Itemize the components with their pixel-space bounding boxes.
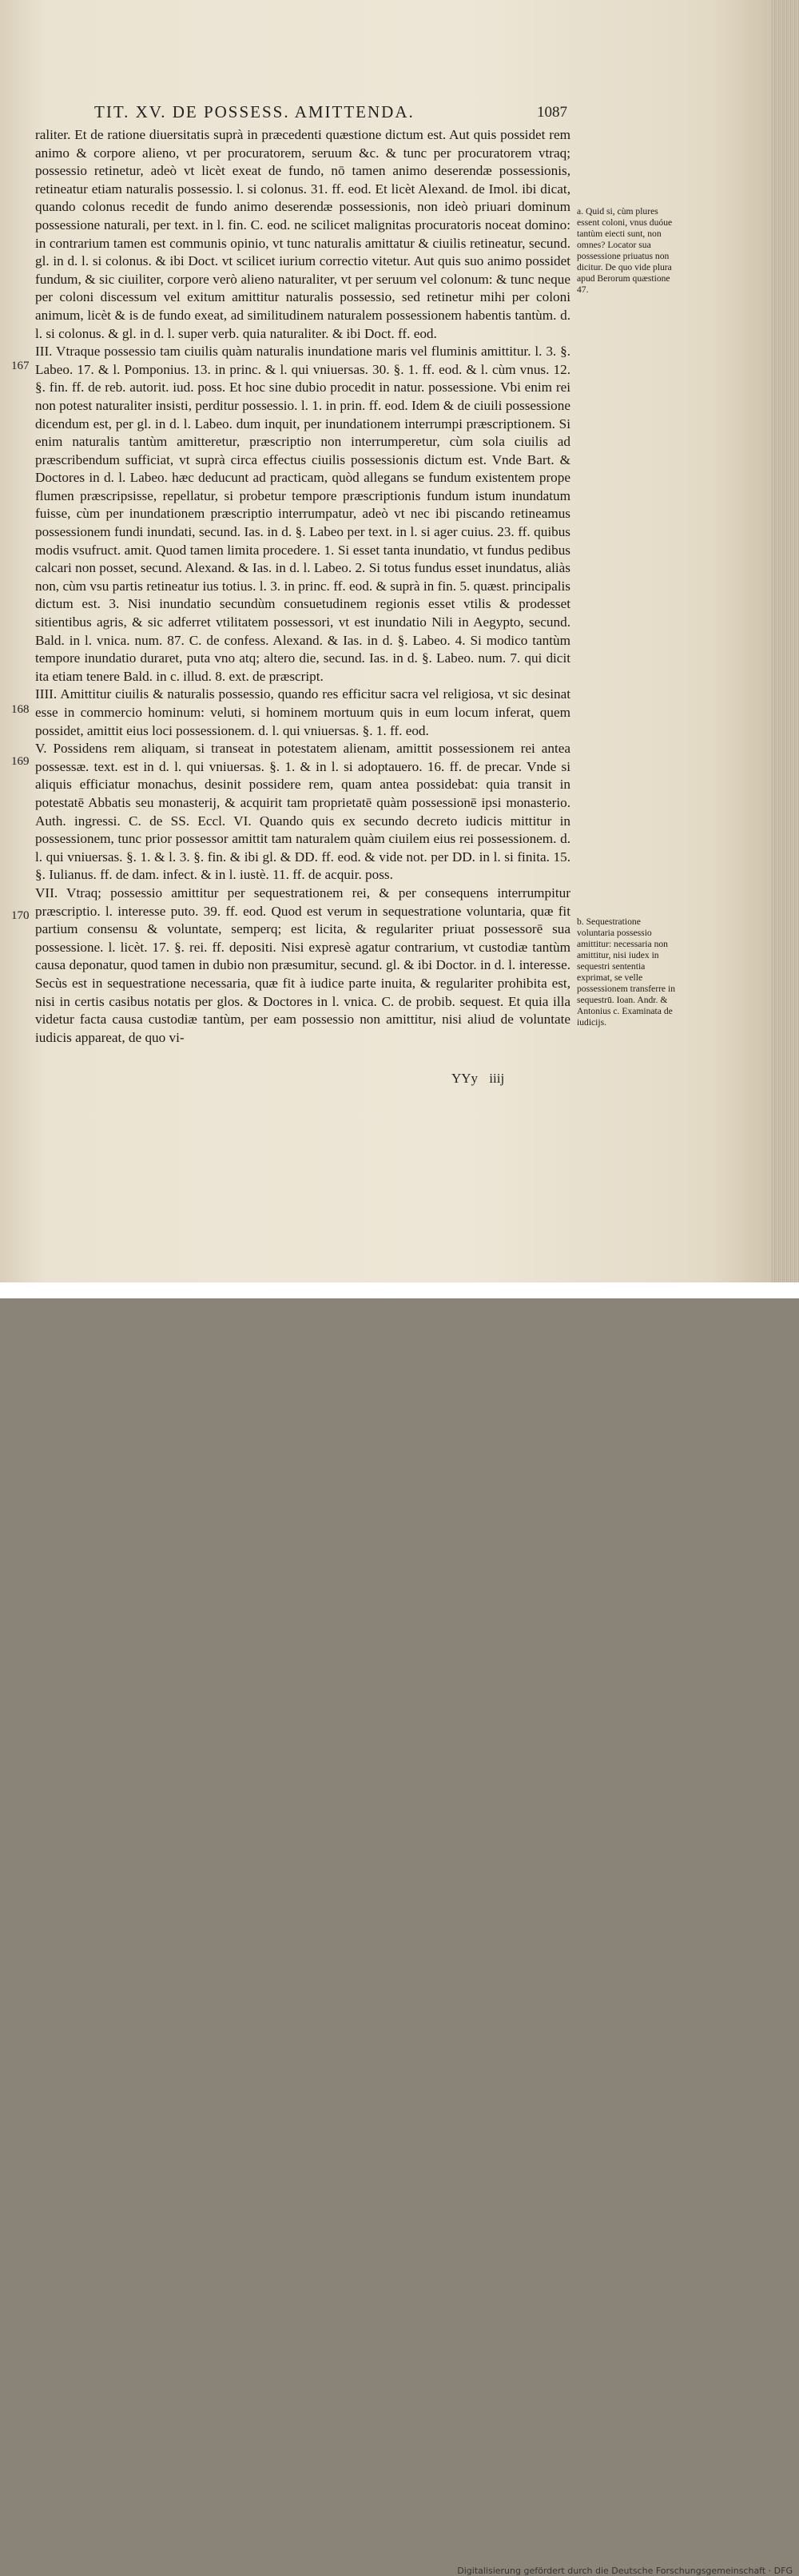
- marginal-number-169: 169: [11, 755, 30, 768]
- running-head: TIT. XV. DE POSSESS. AMITTENDA.: [94, 102, 415, 121]
- marginal-number-170: 170: [11, 909, 30, 922]
- folio-number: 1087: [537, 104, 567, 121]
- paragraph-5: VII. Vtraq; possessio amittitur per sequestrationem rei, & per consequens interrumpitur præscriptio. l. interesse puto. 39. ff. eod. Quod est verum in sequestratione voluntaria, quæ fit partium consensu & voluntate, semperq; est licita, & regulariter priuat possessorē sua possessione. l. licèt. 17. §. rei. ff. depositi. Nisi expresè agatur contrarium, vt custodiæ tantùm causa deponatur, quod tamen in dubio non præsumitur, secund. gl. & ibi Doctor. in d. l. interesse. Secùs est in sequestratione necessaria, quæ fit à iudice parte inuita, & regulariter prohibita est, nisi in certis casibus notatis per glos. & Doctores in l. vnica. C. de probib. sequest. Et quia illa videtur facta causa custodiæ tantùm, per eam possessio non amittitur, nisi aliud de voluntate iudicis appareat, de quo vi-: [35, 885, 570, 1045]
- side-note-b: b. Sequestratione voluntaria possessio amittitur: necessaria non amittitur, nisi iudex in sequestri sententia exprimat, se velle possessionem transferre in sequestrū. Ioan. Andr. & Antonius c. Examinata de iudicijs.: [577, 916, 675, 1028]
- footer-bar: [0, 1282, 799, 2576]
- paragraph-1: raliter. Et de ratione diuersitatis suprà in præcedenti quæstione dictum est. Aut quis possidet rem animo & corpore alieno, vt per procuratorem, seruum &c. & tunc per procuratorem vtraq; possessio retinetur, adeò vt licèt exeat de fundo, nō tamen animo deserendæ possessionis, retineatur etiam naturalis possessio. l. si colonus. 31. ff. eod. Et licèt Alexand. de Imol. ibi dicat, quando colonus recedit de fundo animo deserendæ possessionis, non ideò priuari dominum possessione naturali, per text. in l. fin. C. eod. ne scilicet malignitas procuratoris noceat domino: in contrarium tamen est communis opinio, vt tunc naturalis amittatur & ciuilis retineatur, secund. gl. in d. l. si colonus. & ibi Doct. vt scilicet iurium correctio vitetur. Aut quis suo animo possidet fundum, & sic ciuiliter, corpore verò alieno naturaliter, vt per seruum vel colonum: & tunc neque per coloni discessum vel exitum amittitur naturalis possessio, sed retinetur mihi per coloni animum, licèt & is de fundo exeat, ad similitudinem naturalem possessionem habentis tantùm. d. l. si colonus. & gl. in d. l. super verb. quia naturaliter. & ibi Doct. ff. eod.: [35, 127, 570, 341]
- signature-mark: YYy iiij: [451, 1071, 505, 1086]
- marginal-number-168: 168: [11, 703, 30, 716]
- paragraph-2: III. Vtraque possessio tam ciuilis quàm naturalis inundatione maris vel fluminis amittitur. l. 3. §. Labeo. 17. & l. Pomponius. 13. in princ. & l. qui vniuersas. 30. §. 1. ff. eod. & l. cùm vnus. 12. §. fin. ff. de reb. autorit. iud. poss. Et hoc sine dubio procedit in natur. possessione. Vbi enim rei non potest naturaliter insisti, perditur possessio. l. 1. in prin. ff. eod. Idem & de ciuili possessione dicendum est, per gl. in d. l. Labeo. dum inquit, per inundationem interrumpi præscriptionem. Si enim naturalis tantùm amitteretur, præscriptio non interrumperetur, cùm sola ciuilis ad præscribendum sufficiat, vt suprà circa effectus ciuilis possessionis dictum est. Vnde Bart. & Doctores in d. l. Labeo. hæc deducunt ad practicam, quòd allegans se fundum existentem prope flumen præscripsisse, repellatur, si probetur tempore præscriptionis fundum istum inundatum fuisse, cùm per inundationem præscriptio interrumpatur, adeò vt nec ibi piscando retineamus possessionem fundi inundati, secund. Ias. in d. §. Labeo per text. in l. si ager cuius. 23. ff. quibus modis vsufruct. amit. Quod tamen limita procedere. 1. Si esset tanta inundatio, vt fundus pedibus calcari non posset, secund. Alexand. & Ias. in d. l. Labeo. 2. Si totus fundus esset inundatus, aliàs non, cùm vsu partis retineatur ius totius. l. 3. in princ. ff. eod. & suprà in fin. 5. quæst. principalis dictum est. 3. Nisi inundatio secundùm consuetudinem regionis esset vtilis & prodesset sitientibus agris, & sic adferret vtilitatem possessori, vt est inundatio Nili in Aegypto, secund. Bald. in l. vnica. num. 87. C. de confess. Alexand. & Ias. in d. §. Labeo. 4. Si modico tantùm tempore inundatio duraret, puta vno atq; altero die, secund. Ias. in d. §. Labeo. num. 7. qui dicit ita etiam tenere Bald. in c. illud. 8. ext. de præscript.: [35, 344, 570, 684]
- main-text-column: [35, 126, 570, 1047]
- digitization-credit: Digitalisierung gefördert durch die Deutsche Forschungsgemeinschaft · DFG: [457, 2566, 793, 2576]
- paragraph-3: IIII. Amittitur ciuilis & naturalis possessio, quando res efficitur sacra vel religiosa, vt sic desinat esse in commercio hominum: veluti, si hominem mortuum quis in eum locum inferat, quem possidet, amittit eius loci possessionem. d. l. qui vniuersas. §. 1. ff. eod.: [35, 686, 570, 738]
- side-note-a: a. Quid si, cùm plures essent coloni, vnus duóue tantùm eiecti sunt, non omnes? Locator sua possessione priuatus non dicitur. De quo vide plura apud Berorum quæstione 47.: [577, 206, 673, 295]
- page-edges: [771, 0, 799, 1282]
- marginal-number-167: 167: [11, 360, 30, 372]
- book-page: [0, 0, 771, 1282]
- paragraph-4: V. Possidens rem aliquam, si transeat in potestatem alienam, amittit possessionem rei antea possessæ. text. est in d. l. qui vniuersas. §. 1. & in l. si adoptauero. 16. ff. de precar. Vnde si aliquis efficiatur monachus, desinit possidere rem, quam antea possidebat: quia transit in potestatē Abbatis seu monasterij, & acquirit tam proprietatē quàm possessionē ipsi monasterio. Auth. ingressi. C. de SS. Eccl. VI. Quando quis ex secundo decreto iudicis mittitur in possessionem, tunc prior possessor amittit tam naturalem quàm ciuilem eius rei possessionem. d. l. qui vniuersas. §. 1. & l. 3. §. fin. & ibi gl. & DD. ff. eod. & vide not. per DD. in l. si finita. 15. §. Iulianus. ff. de dam. infect. & in l. iustè. 11. ff. de acquir. poss.: [35, 741, 570, 883]
